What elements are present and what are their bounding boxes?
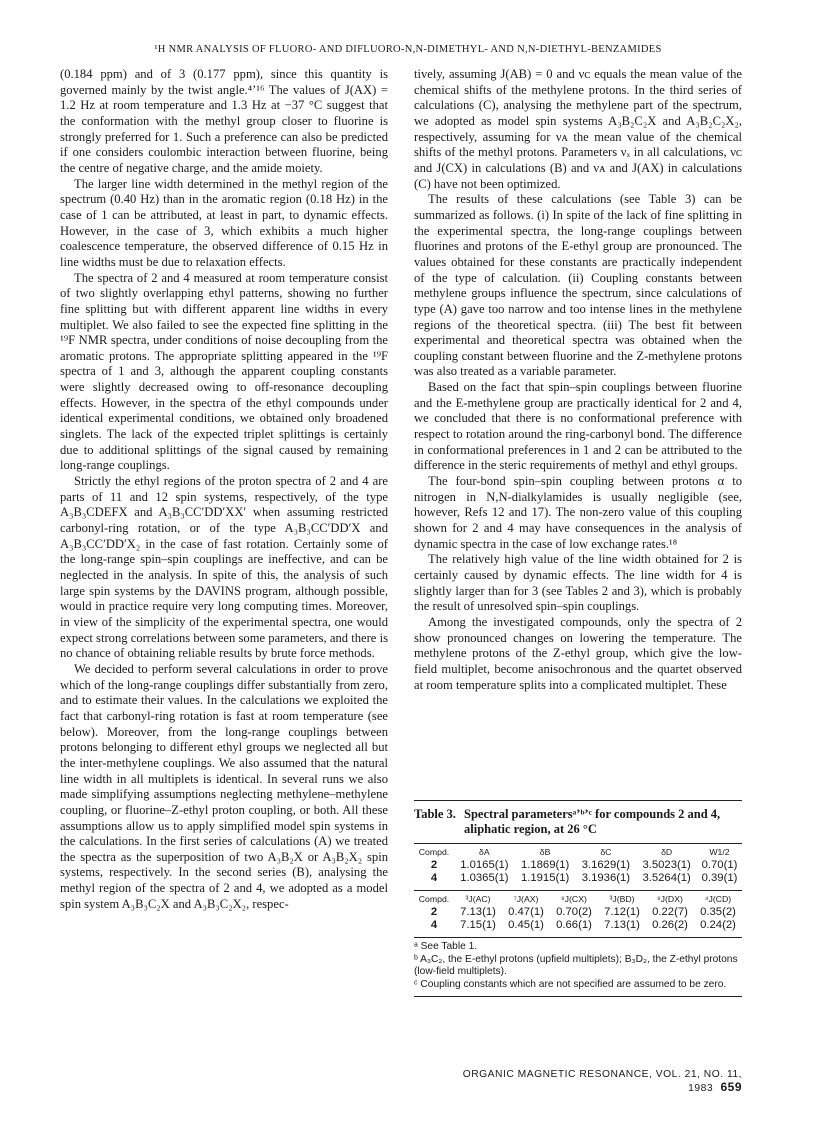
- table-cell: 3.1936(1): [581, 872, 631, 884]
- table-cell: 4: [430, 919, 438, 931]
- table-row: [414, 859, 742, 872]
- table-cell: 0.26(2): [652, 919, 688, 931]
- table-cell: 0.24(2): [700, 919, 736, 931]
- table-cell: 3.5264(1): [642, 872, 691, 884]
- paragraph: tively, assuming J(AB) = 0 and νᴄ equals the mean value of the chemical shifts of the methylene protons. In the third series of calculations (C), analysing the methylene part of the spectrum, we adopted as model spin systems A₃B₂C₂X and A₃B₂C₂X₂, respectively, assuming for νᴀ the mean value of the chemical shifts of the methyl protons. Parameters νₓ in all calculations, νᴄ and J(CX) in calculations (B) and νᴀ and J(AX) in calculations (C) have not been optimized.: [414, 67, 742, 191]
- table-cell: 2: [430, 859, 438, 871]
- column-header: δD: [661, 847, 673, 857]
- table-header-row: [414, 891, 742, 906]
- paragraph: The results of these calculations (see Table 3) can be summarized as follows. (i) In spite of the lack of fine splitting in the experimental spectra, the long-range couplings between fluorines and protons of the E-ethyl group are pronounced. The values obtained for these constants are practically independent of the type of calculation. (ii) Coupling constants between methylene groups influence the spectrum, since calculations of type (A) gave too narrow and too intense lines in the methylene regions of the theoretical spectra. (iii) The best fit between experimental and theoretical spectra was obtained when the coupling constant between fluorine and the Z-methylene protons was also treated as a variable parameter.: [414, 192, 742, 379]
- paragraph: We decided to perform several calculations in order to prove which of the long-range couplings differ substantially from zero, and to estimate their values. In the calculations we exploited the fact that carbonyl-ring rotation is fast at room temperature (see below). Moreover, from the long-range couplings between protons belonging to different ethyl groups we neglected all but the inter-methylene couplings. We also assumed that the natural line width in all multiplets is identical. In several runs we also made simplifying assumptions neglecting methylene–methylene coupling, or fluorine–Z-ethyl proton coupling, or both. All these assumptions allow us to apply simplified model spin systems in the calculations. In the first series of calculations (A) we treated the spectra as the superposition of two A₃B₂X or A₃B₂X₂ spin systems, respectively. In the second series (B), analysing the methyl region of the spectra of 2 and 4, we adopted as a model spin system A₃B₃C₂X and A₃B₃C₂X₂, respec-: [60, 661, 388, 911]
- page-footer: [452, 1069, 742, 1094]
- page-number: 659: [720, 1080, 742, 1094]
- column-header: ⁷J(AX): [513, 894, 539, 904]
- table-cell: 1.0165(1): [460, 859, 509, 871]
- column-header: Compd.: [418, 894, 450, 904]
- column-header: W1/2: [709, 847, 730, 857]
- paragraph: The relatively high value of the line width obtained for 2 is certainly caused by dynamic effects. The line width for 4 is slightly larger than for 3 (see Tables 2 and 3), which is probably the result of unresolved spin–spin couplings.: [414, 552, 742, 614]
- table-cell: 0.45(1): [508, 919, 544, 931]
- column-header: ³J(AC): [465, 894, 491, 904]
- paragraph: Strictly the ethyl regions of the proton spectra of 2 and 4 are parts of 11 and 12 spin systems, respectively, of the type A₃B₃CDEFX and A₃B₃CC′DD′XX′ when assuming restricted carbonyl-ring rotation, or of the type A₃B₃CC′DD′X and A₃B₃CC′DD′X₂ in the case of fast rotation. Certainly some of the long-range spin–spin couplings are ineffective, and can be neglected in the analysis. In spite of this, the analysis of such large spin systems by the DAVINS program, although possible, would in practice require very long computing times. Moreover, in view of the simplicity of the experimental spectra, one would expect strong correlations between some parameters, and there is no chance of obtaining reliable results by brute force methods.: [60, 474, 388, 661]
- paragraph: The four-bond spin–spin coupling between protons α to nitrogen in N,N-dialkylamides is usually negligible (see, however, Refs 12 and 17). The non-zero value of this coupling shown for 2 and 4 may have consequences in the analysis of dynamic spectra in the case of low exchange rates.¹⁸: [414, 474, 742, 551]
- table-cell: 2: [430, 906, 438, 918]
- paragraph: Among the investigated compounds, only the spectra of 2 show pronounced changes on lowering the temperature. The methylene protons of the Z-ethyl group, which give the low-field multiplet, become anisochronous and the quartet observed at room temperature splits into a complicated multiplet. These: [414, 614, 742, 692]
- table-cell: 1.0365(1): [460, 872, 509, 884]
- table-cell: 7.13(1): [460, 906, 496, 918]
- table-cell: 7.15(1): [460, 919, 496, 931]
- table-cell: 1.1869(1): [520, 859, 570, 871]
- table-title: Spectral parametersᵃʼᵇʼᶜ for compounds 2 and 4, aliphatic region, at 26 °C: [464, 807, 721, 836]
- table-footnotes: [414, 938, 742, 996]
- table-row: [414, 906, 742, 919]
- right-column: [414, 67, 742, 693]
- table-cell: 0.35(2): [700, 906, 736, 918]
- column-header: ⁶J(CX): [561, 894, 587, 904]
- table-cell: 7.12(1): [604, 906, 640, 918]
- column-header: δB: [539, 847, 551, 857]
- column-header: δA: [479, 847, 490, 857]
- paragraph: Based on the fact that spin–spin couplings between fluorine and the E-methylene group are practically identical for 2 and 4, we concluded that there is no conformational preference with respect to rotation around the ring-carbonyl bond. The difference in conformational preferences in 1 and 2 can be attributed to the difference in the steric requirements of methyl and ethyl groups.: [414, 380, 742, 473]
- table-row: [414, 919, 742, 932]
- column-header: δC: [600, 847, 612, 857]
- table-row: [414, 872, 742, 885]
- running-header: ¹H NMR ANALYSIS OF FLUORO- AND DIFLUORO-N,N-DIMETHYL- AND N,N-DIETHYL-BENZAMIDES: [154, 44, 662, 55]
- column-header: Compd.: [418, 847, 450, 857]
- table-cell: 4: [430, 872, 438, 884]
- table-cell: 0.70(1): [701, 859, 738, 871]
- table-3: [414, 800, 742, 997]
- coupling-table: [414, 891, 742, 932]
- column-header: ³J(BD): [609, 894, 635, 904]
- shift-table: [414, 844, 742, 885]
- table-label: Table 3.: [414, 807, 456, 821]
- table-cell: 0.66(1): [556, 919, 592, 931]
- table-bottom-rule: [414, 996, 742, 997]
- table-cell: 0.47(1): [508, 906, 544, 918]
- left-column: [60, 67, 388, 912]
- table-cell: 0.70(2): [556, 906, 592, 918]
- table-cell: 7.13(1): [604, 919, 640, 931]
- paragraph: (0.184 ppm) and of 3 (0.177 ppm), since this quantity is governed mainly by the twist angle.⁴ʼ¹⁶ The values of J(AX) = 1.2 Hz at room temperature and 1.3 Hz at −37 °C suggest that the conformation with the methyl group closer to fluorine is strongly preferred for 1. Such a preference can also be predicted if one considers coulombic interaction between fluorine, being the centre of negative charge, and the amide moiety.: [60, 67, 388, 175]
- paragraph: The larger line width determined in the methyl region of the spectrum (0.40 Hz) than in the aromatic region (0.18 Hz) in the case of 1 can be attributed, at least in part, to dynamic effects. However, in the case of 3, which exhibits a much higher coalescence temperature, the observed difference of 0.15 Hz in line widths must be due to relaxation effects.: [60, 176, 388, 269]
- paragraph: The spectra of 2 and 4 measured at room temperature consist of two slightly overlapping ethyl patterns, showing no further fine splitting but with different apparent line widths in every multiplet. We also failed to see the expected fine splitting in the ¹⁹F NMR spectra, under conditions of noise decoupling from the aromatic protons. The appropriate splitting appeared in the ¹⁹F spectra of 1 and 3, although the apparent coupling constants were slightly decreased owing to off-resonance decoupling effects. However, in the spectra of the ethyl compounds under identical experimental conditions, we obtained only broadened singlets. The lack of the expected triplet splittings is certainly due to additional splittings of the signal caused by remaining long-range couplings.: [60, 270, 388, 473]
- column-header: ⁴J(CD): [704, 894, 732, 904]
- footnote: ᶜ Coupling constants which are not specified are assumed to be zero.: [414, 978, 727, 990]
- footnote: ᵇ A₃C₂, the E-ethyl protons (upfield multiplets); B₃D₂, the Z-ethyl protons (low-field multiplets).: [414, 953, 738, 978]
- column-header: ⁶J(DX): [657, 894, 683, 904]
- table-caption: [414, 801, 742, 843]
- table-cell: 0.39(1): [701, 872, 738, 884]
- table-cell: 1.1915(1): [520, 872, 570, 884]
- table-header-row: [414, 844, 742, 859]
- footnote: ᵃ See Table 1.: [414, 941, 478, 952]
- table-cell: 3.5023(1): [642, 859, 691, 871]
- table-cell: 0.22(7): [652, 906, 688, 918]
- table-cell: 3.1629(1): [581, 859, 631, 871]
- journal-citation: ORGANIC MAGNETIC RESONANCE, VOL. 21, NO. 11, 1983: [462, 1069, 742, 1094]
